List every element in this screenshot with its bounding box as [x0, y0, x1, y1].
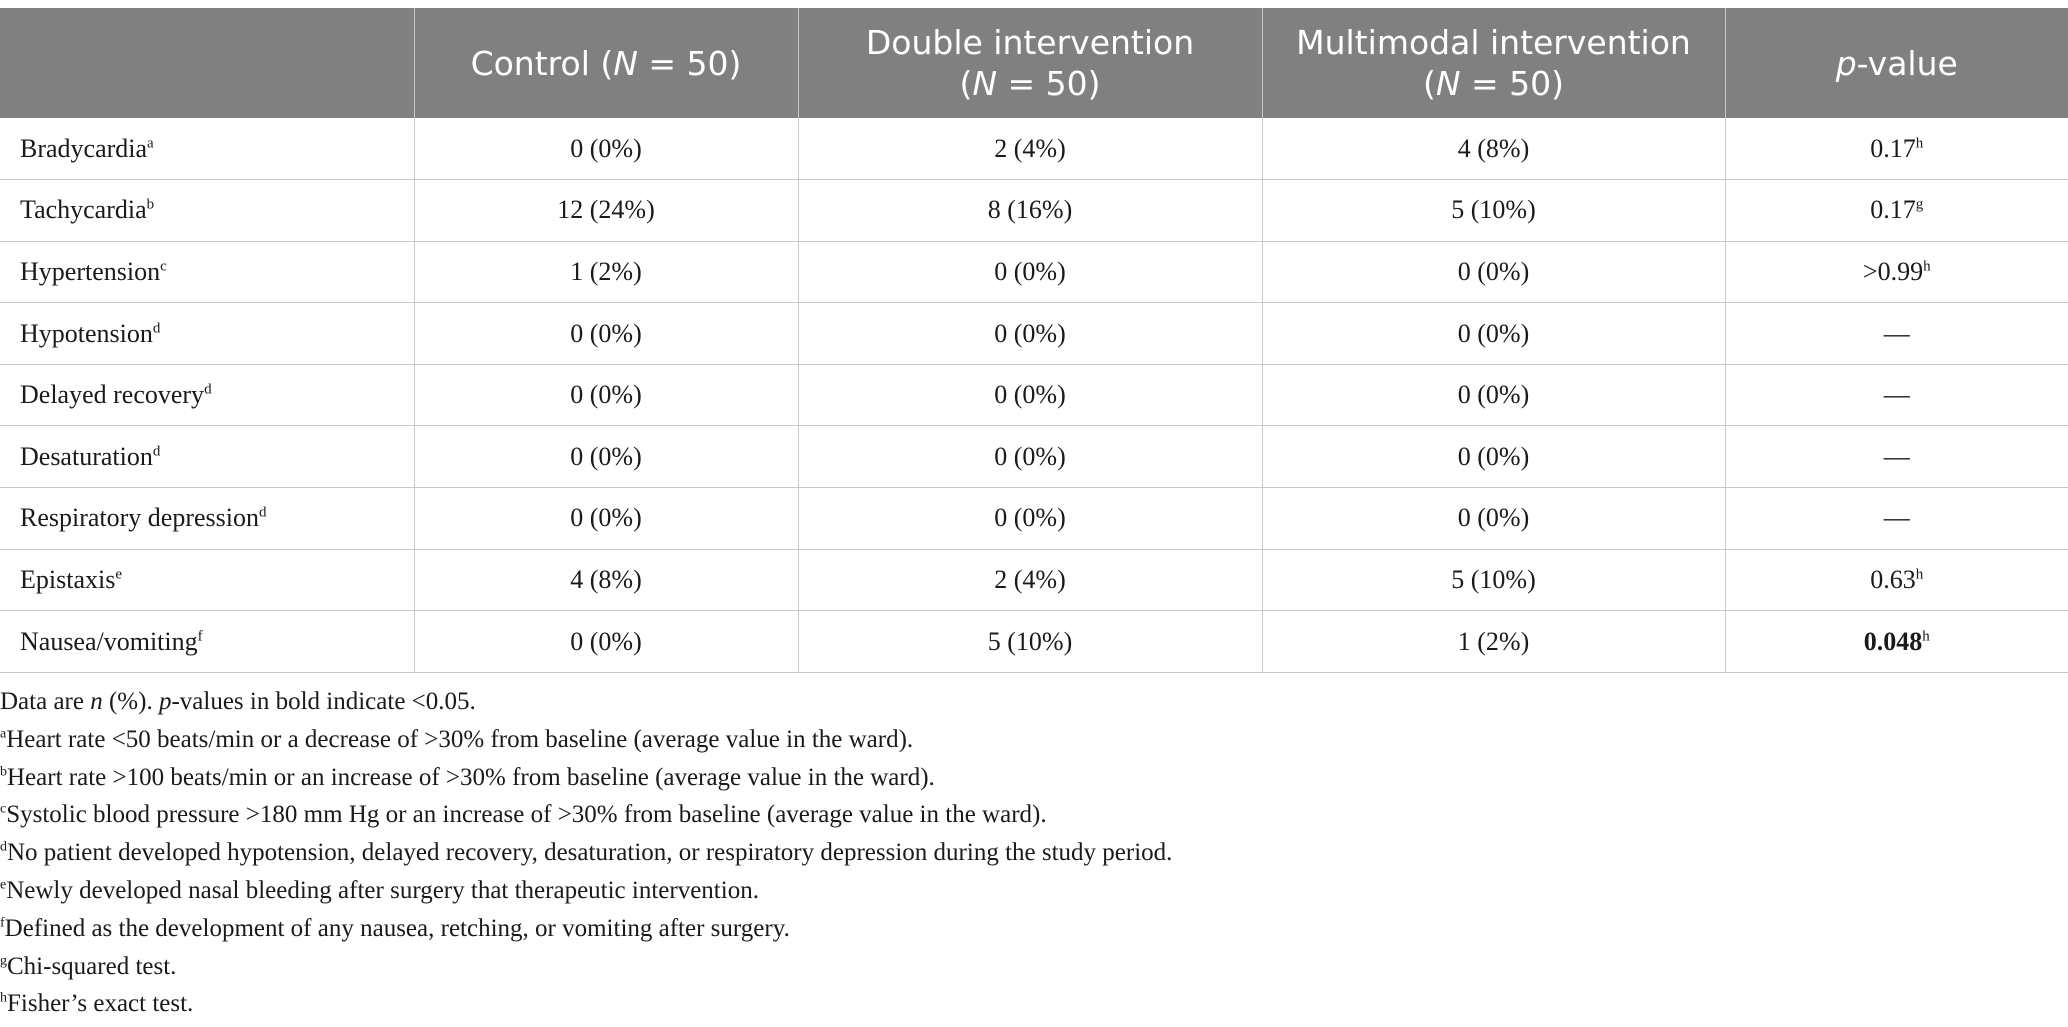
row-label-text: Delayed recovery — [20, 380, 205, 410]
table-row — [0, 488, 2068, 550]
pvalue-text: — — [1883, 380, 1910, 410]
table-row — [0, 364, 2068, 426]
header-row — [0, 8, 2068, 118]
cell-pvalue — [1725, 118, 2068, 180]
footnote-text: Heart rate <50 beats/min or a decrease of >30% from baseline (average value in the ward). — [6, 725, 914, 753]
row-label-footnote-mark: a — [147, 134, 154, 151]
footnote — [0, 948, 2068, 986]
footnote-text: Fisher’s exact test. — [7, 990, 194, 1018]
cell-control: 0 (0%) — [414, 488, 798, 550]
row-label — [0, 364, 414, 426]
footnote — [0, 985, 2068, 1023]
cell-multimodal: 0 (0%) — [1262, 488, 1725, 550]
cell-control: 12 (24%) — [414, 180, 798, 242]
footnote — [0, 796, 2068, 834]
footnote-mark: b — [0, 764, 7, 780]
table-row — [0, 611, 2068, 673]
cell-control: 0 (0%) — [414, 118, 798, 180]
cell-control: 1 (2%) — [414, 241, 798, 303]
cell-pvalue — [1725, 303, 2068, 365]
footnote-text: Newly developed nasal bleeding after surgery that therapeutic intervention. — [6, 876, 759, 904]
cell-double: 0 (0%) — [798, 426, 1262, 488]
row-label-text: Hypertension — [20, 256, 161, 286]
footnote-mark: d — [0, 839, 7, 855]
footnote — [0, 721, 2068, 759]
cell-multimodal: 0 (0%) — [1262, 303, 1725, 365]
pvalue-text: 0.17 — [1870, 133, 1916, 163]
pvalue-text: — — [1883, 441, 1910, 471]
cell-control: 0 (0%) — [414, 611, 798, 673]
table-row — [0, 118, 2068, 180]
row-label — [0, 611, 414, 673]
cell-pvalue — [1725, 549, 2068, 611]
row-label-text: Respiratory depression — [20, 503, 260, 533]
cell-multimodal: 0 (0%) — [1262, 364, 1725, 426]
table-row — [0, 241, 2068, 303]
pvalue-footnote-mark: g — [1915, 196, 1924, 213]
row-label-footnote-mark: f — [197, 627, 203, 644]
table-row — [0, 180, 2068, 242]
footnote — [0, 910, 2068, 948]
pvalue-footnote-mark: h — [1915, 566, 1924, 583]
header-double: Double intervention (N = 50) — [798, 8, 1262, 118]
row-label — [0, 180, 414, 242]
pvalue-footnote-mark: h — [1923, 258, 1931, 275]
cell-double: 2 (4%) — [798, 118, 1262, 180]
row-label-text: Tachycardia — [20, 195, 147, 225]
row-label-footnote-mark: d — [204, 381, 212, 398]
cell-pvalue — [1725, 180, 2068, 242]
row-label — [0, 241, 414, 303]
pvalue-text: >0.99 — [1862, 256, 1924, 286]
footnote-mark: c — [0, 802, 7, 818]
footnote-text: Chi-squared test. — [7, 952, 177, 980]
table-row — [0, 549, 2068, 611]
footnote-text: Systolic blood pressure >180 mm Hg or an increase of >30% from baseline (average value in the ward). — [6, 801, 1047, 829]
row-label-footnote-mark: c — [160, 258, 167, 275]
cell-control: 0 (0%) — [414, 426, 798, 488]
cell-pvalue — [1725, 241, 2068, 303]
adverse-events-table — [0, 8, 2068, 673]
cell-double: 2 (4%) — [798, 549, 1262, 611]
pvalue-footnote-mark: h — [1922, 627, 1930, 644]
table-row — [0, 303, 2068, 365]
cell-pvalue — [1725, 488, 2068, 550]
row-label — [0, 549, 414, 611]
row-label-text: Epistaxis — [20, 564, 116, 594]
cell-control: 0 (0%) — [414, 303, 798, 365]
footnote-mark: f — [0, 915, 5, 931]
pvalue-footnote-mark: h — [1915, 134, 1924, 151]
row-label — [0, 118, 414, 180]
row-label — [0, 303, 414, 365]
cell-double: 0 (0%) — [798, 364, 1262, 426]
table-row — [0, 426, 2068, 488]
cell-double: 0 (0%) — [798, 241, 1262, 303]
cell-pvalue — [1725, 611, 2068, 673]
footnote-text: Defined as the development of any nausea, retching, or vomiting after surgery. — [4, 914, 790, 942]
row-label-footnote-mark: d — [152, 443, 161, 460]
row-label-footnote-mark: d — [152, 319, 161, 336]
cell-multimodal: 4 (8%) — [1262, 118, 1725, 180]
cell-multimodal: 5 (10%) — [1262, 180, 1725, 242]
cell-double: 8 (16%) — [798, 180, 1262, 242]
cell-multimodal: 5 (10%) — [1262, 549, 1725, 611]
footnote-mark: e — [0, 877, 7, 893]
cell-pvalue — [1725, 426, 2068, 488]
row-label-footnote-mark: b — [146, 196, 155, 213]
pvalue-text: 0.63 — [1870, 564, 1916, 594]
data-note: Data are n (%). p-values in bold indicate <0.05. — [0, 688, 476, 715]
footnote-mark: h — [0, 991, 7, 1007]
footnote — [0, 872, 2068, 910]
footnote-text: Heart rate >100 beats/min or an increase of >30% from baseline (average value in the ward). — [7, 763, 935, 791]
row-label-footnote-mark: d — [259, 504, 267, 521]
cell-double: 0 (0%) — [798, 488, 1262, 550]
header-pvalue: p-value — [1725, 8, 2068, 118]
footnote-list — [0, 721, 2068, 1023]
cell-pvalue — [1725, 364, 2068, 426]
row-label-text: Bradycardia — [20, 133, 148, 163]
row-label — [0, 488, 414, 550]
cell-double: 0 (0%) — [798, 303, 1262, 365]
row-label — [0, 426, 414, 488]
cell-multimodal: 0 (0%) — [1262, 426, 1725, 488]
header-control: Control (N = 50) — [414, 8, 798, 118]
cell-control: 4 (8%) — [414, 549, 798, 611]
row-label-text: Hypotension — [20, 318, 153, 348]
row-label-text: Desaturation — [20, 441, 153, 471]
pvalue-text: 0.17 — [1870, 195, 1916, 225]
pvalue-text: 0.048 — [1863, 626, 1923, 656]
cell-multimodal: 1 (2%) — [1262, 611, 1725, 673]
table-notes — [0, 683, 2068, 1023]
cell-double: 5 (10%) — [798, 611, 1262, 673]
row-label-text: Nausea/vomiting — [20, 626, 198, 656]
footnote-mark: g — [0, 953, 7, 969]
footnote — [0, 834, 2068, 872]
pvalue-text: — — [1883, 503, 1910, 533]
pvalue-text: — — [1883, 318, 1910, 348]
footnote-mark: a — [0, 726, 7, 742]
cell-control: 0 (0%) — [414, 364, 798, 426]
footnote — [0, 759, 2068, 797]
row-label-footnote-mark: e — [115, 566, 123, 583]
cell-multimodal: 0 (0%) — [1262, 241, 1725, 303]
footnote-text: No patient developed hypotension, delayed recovery, desaturation, or respiratory depression during the study period. — [7, 839, 1173, 867]
header-multimodal: Multimodal intervention (N = 50) — [1262, 8, 1725, 118]
header-empty — [0, 8, 414, 118]
